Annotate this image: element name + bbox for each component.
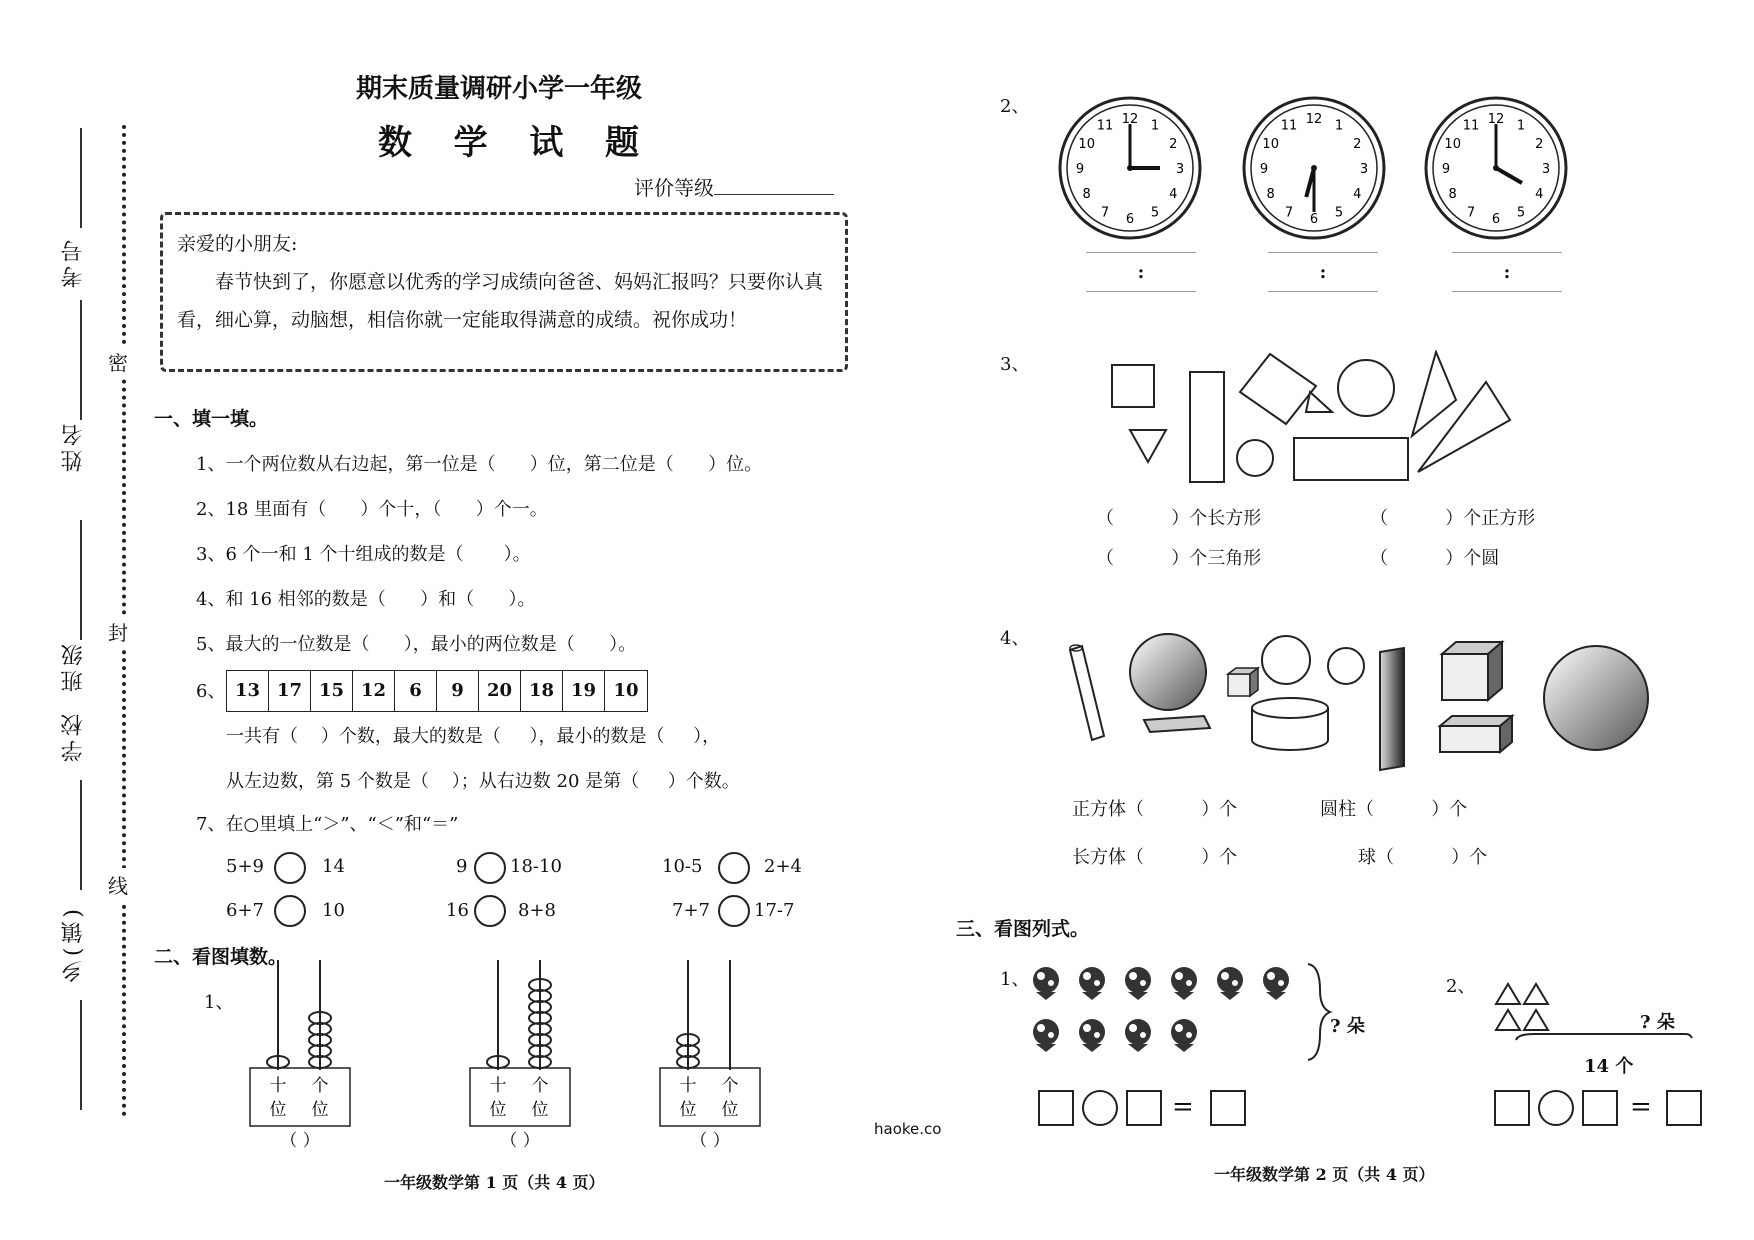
page-1-footer: 一年级数学第 1 页（共 4 页） <box>384 1173 605 1192</box>
clock-face <box>1244 98 1384 238</box>
clock-number: 11 <box>1462 118 1480 134</box>
compare-circle[interactable] <box>474 895 506 927</box>
flower-leaf <box>1128 992 1148 1000</box>
abacus-tens-label: 十 <box>269 1076 287 1096</box>
triangle-shape <box>1418 382 1510 472</box>
seal-char-feng: 封 <box>108 615 128 648</box>
flower-petal-highlight <box>1267 972 1275 980</box>
triangle-shape <box>1412 352 1456 436</box>
clock-number: 2 <box>1535 137 1544 152</box>
section3-q1-label: 1、 <box>1000 969 1030 990</box>
clock-number: 8 <box>1448 187 1457 202</box>
clock-number: 4 <box>1353 187 1362 202</box>
equals-sign: = <box>1172 1092 1194 1122</box>
flower-head <box>1079 967 1105 993</box>
flower-icon <box>1171 1019 1197 1052</box>
sequence-cell: 9 <box>437 671 479 711</box>
clocks-group <box>1052 96 1592 246</box>
clock-number: 5 <box>1334 205 1344 221</box>
question-3-label: 3、 <box>1000 354 1030 375</box>
sphere-solid <box>1262 636 1310 684</box>
seal-char-mi: 密 <box>108 345 128 378</box>
flower-head <box>1171 1019 1197 1045</box>
flower-icon <box>1263 967 1289 1000</box>
clock-number: 10 <box>1444 137 1461 152</box>
flower-leaf <box>1174 1044 1194 1052</box>
question-1-6-line1: 一共有（ ）个数，最大的数是（ ），最小的数是（ ）， <box>226 726 721 747</box>
question-2-1-label: 1、 <box>204 992 234 1013</box>
clock-number: 5 <box>1150 205 1160 221</box>
abacus-tens-label: 十 <box>489 1076 507 1096</box>
flower-petal-highlight <box>1186 1032 1192 1038</box>
compare-left: 6+7 <box>226 900 264 921</box>
exam-no-label: 考号 <box>61 236 86 288</box>
hour-hand <box>1496 168 1522 183</box>
question-1-2: 2、18 里面有（ ）个十，（ ）个一。 <box>196 499 548 520</box>
compare-circle[interactable] <box>274 852 306 884</box>
compare-left: 16 <box>446 900 469 921</box>
sequence-cell: 6 <box>395 671 437 711</box>
clock-number: 7 <box>1100 205 1110 221</box>
sequence-cell: 17 <box>269 671 311 711</box>
clock-number: 9 <box>1441 162 1451 177</box>
flower-head <box>1125 967 1151 993</box>
abacus-answer: （ ） <box>280 1131 320 1150</box>
clock-number: 3 <box>1541 162 1551 177</box>
clock-face <box>1426 98 1566 238</box>
section3-title: 三、看图列式。 <box>956 918 1090 940</box>
flower-petal-highlight <box>1048 1032 1054 1038</box>
equation-box[interactable] <box>1582 1090 1618 1126</box>
flower-petal-highlight <box>1129 1024 1137 1032</box>
clock-number: 1 <box>1334 118 1344 134</box>
flower-head <box>1125 1019 1151 1045</box>
triangle-shape <box>1306 392 1332 412</box>
abacus <box>660 960 760 1150</box>
letter-greeting: 亲爱的小朋友: <box>177 233 298 255</box>
section1-title: 一、填一填。 <box>154 408 269 430</box>
clock-center <box>1311 165 1317 171</box>
rectangle-shape <box>1190 372 1224 482</box>
operator-circle[interactable] <box>1082 1090 1118 1126</box>
brace <box>1308 964 1330 1060</box>
question-1-1: 1、一个两位数从右边起，第一位是（ ）位，第二位是（ ）位。 <box>196 454 763 475</box>
sequence-cell: 12 <box>353 671 395 711</box>
question-1-5: 5、最大的一位数是（ ），最小的两位数是（ ）。 <box>196 634 637 655</box>
margin-rule <box>80 300 82 420</box>
clock-number: 8 <box>1266 187 1275 202</box>
compare-right: 18-10 <box>510 856 562 877</box>
clock-number: 3 <box>1175 162 1185 177</box>
thin-cylinder-solid <box>1070 645 1104 740</box>
flower-petal-highlight <box>1140 1032 1146 1038</box>
circle-shape <box>1338 360 1394 416</box>
cuboid-count: 长方体（ ）个 <box>1072 847 1238 868</box>
flower-icon <box>1171 967 1197 1000</box>
clock-number: 9 <box>1075 162 1085 177</box>
flower-petal-highlight <box>1175 1024 1183 1032</box>
rectangle-shape <box>1294 438 1408 480</box>
equation-box[interactable] <box>1210 1090 1246 1126</box>
abacus <box>250 960 350 1150</box>
abacus-ones-label: 个 <box>311 1076 329 1096</box>
section3-q2-label: 2、 <box>1446 976 1476 997</box>
question-1-6-line2: 从左边数，第 5 个数是（ ）；从右边数 20 是第（ ）个数。 <box>226 771 740 792</box>
flowers-figure <box>1030 960 1350 1070</box>
question-1-3: 3、6 个一和 1 个十组成的数是（ ）。 <box>196 544 531 565</box>
sphere-solid <box>1130 634 1206 710</box>
clock-number: 4 <box>1169 187 1178 202</box>
clock-number: 2 <box>1169 137 1178 152</box>
tall-cuboid-solid <box>1380 648 1404 770</box>
question-1-4: 4、和 16 相邻的数是（ ）和（ ）。 <box>196 589 536 610</box>
time-separator: : <box>1137 262 1145 283</box>
section3-q2-total: 14 个 <box>1584 1056 1634 1077</box>
section3-q2-unknown: ? 朵 <box>1640 1012 1675 1033</box>
operator-circle[interactable] <box>1538 1090 1574 1126</box>
sequence-cell: 19 <box>563 671 605 711</box>
flower-head <box>1171 967 1197 993</box>
triangle-icon <box>1524 984 1548 1004</box>
flower-leaf <box>1082 992 1102 1000</box>
clock-center <box>1493 165 1499 171</box>
flower-petal-highlight <box>1037 1024 1045 1032</box>
flower-icon <box>1033 967 1059 1000</box>
seal-char-xian: 线 <box>108 868 128 901</box>
square-shape <box>1112 365 1154 407</box>
flower-petal-highlight <box>1221 972 1229 980</box>
clock-number: 6 <box>1125 212 1135 227</box>
compare-circle[interactable] <box>274 895 306 927</box>
section3-q1-unknown: ? 朵 <box>1330 1016 1365 1037</box>
flower-leaf <box>1082 1044 1102 1052</box>
question-4-label: 4、 <box>1000 628 1030 649</box>
flower-petal-highlight <box>1175 972 1183 980</box>
greeting-letter <box>160 212 848 372</box>
school-label: 学校 <box>61 710 86 762</box>
watermark: haoke.co <box>874 1120 942 1138</box>
sequence-cell: 15 <box>311 671 353 711</box>
flower-icon <box>1079 1019 1105 1052</box>
triangle-shape <box>1130 430 1166 462</box>
abacus-group <box>240 960 800 1150</box>
abacus <box>470 960 570 1150</box>
equation-box[interactable] <box>1038 1090 1074 1126</box>
time-separator: : <box>1319 262 1327 283</box>
letter-body: 春节快到了，你愿意以优秀的学习成绩向爸爸、妈妈汇报吗？只要你认真看，细心算，动脑想，相信你就一定能取得满意的成绩。祝你成功！ <box>177 271 824 331</box>
abacus-answer: （ ） <box>690 1131 730 1150</box>
cube-solid <box>1442 642 1502 700</box>
clock-number: 10 <box>1262 137 1279 152</box>
cuboid-solid <box>1144 716 1210 732</box>
clock-number: 6 <box>1309 212 1319 227</box>
time-answer-box[interactable] <box>1452 252 1562 292</box>
abacus-base <box>250 1068 350 1126</box>
question-1-7: 7、在○里填上“＞”、“＜”和“＝” <box>196 814 459 835</box>
rectangle-count: （ ）个长方形 <box>1096 508 1262 529</box>
clock-number: 11 <box>1096 118 1114 134</box>
compare-right: 8+8 <box>518 900 556 921</box>
compare-right: 10 <box>322 900 345 921</box>
flower-petal-highlight <box>1037 972 1045 980</box>
clock-number: 6 <box>1491 212 1501 227</box>
flower-head <box>1263 967 1289 993</box>
clock-number: 10 <box>1078 137 1095 152</box>
circle-shape <box>1237 440 1273 476</box>
margin-rule <box>80 780 82 890</box>
square-shape <box>1240 354 1316 424</box>
sphere-solid <box>1544 646 1648 750</box>
compare-right: 14 <box>322 856 345 877</box>
plane-shapes-figure <box>1100 350 1540 490</box>
brace <box>1516 1034 1692 1040</box>
clock-number: 12 <box>1121 112 1139 127</box>
abacus-unit-label: 位 <box>531 1100 549 1120</box>
clock-number: 1 <box>1150 118 1160 134</box>
abacus-answer: （ ） <box>500 1131 540 1150</box>
clock-number: 1 <box>1516 118 1526 134</box>
cylinder-solid <box>1252 698 1328 750</box>
clock-number: 7 <box>1284 205 1294 221</box>
flower-petal-highlight <box>1278 980 1284 986</box>
flower-leaf <box>1266 992 1286 1000</box>
clock-number: 5 <box>1516 205 1526 221</box>
flower-head <box>1079 1019 1105 1045</box>
main-title: 数 学 试 题 <box>378 123 646 163</box>
equation-box[interactable] <box>1126 1090 1162 1126</box>
page-2-footer: 一年级数学第 2 页（共 4 页） <box>1214 1165 1435 1184</box>
small-cube-solid <box>1228 668 1258 696</box>
clock-number: 12 <box>1487 112 1505 127</box>
flower-icon <box>1079 967 1105 1000</box>
clock-number: 4 <box>1535 187 1544 202</box>
flower-leaf <box>1036 992 1056 1000</box>
flower-petal-highlight <box>1232 980 1238 986</box>
compare-left: 10-5 <box>662 856 703 877</box>
header-title: 期末质量调研小学一年级 <box>356 74 643 104</box>
sphere-count: 球（ ）个 <box>1358 847 1488 868</box>
time-separator: : <box>1503 262 1511 283</box>
class-label: 班级 <box>61 640 86 692</box>
sequence-cell: 10 <box>613 680 639 701</box>
flower-icon <box>1125 967 1151 1000</box>
flower-head <box>1217 967 1243 993</box>
triangle-icon <box>1524 1010 1548 1030</box>
abacus-unit-label: 位 <box>679 1100 697 1120</box>
town-label: 乡(镇) <box>61 905 86 983</box>
clock-number: 3 <box>1359 162 1369 177</box>
compare-right: 2+4 <box>764 856 802 877</box>
flower-head <box>1033 1019 1059 1045</box>
clock-number: 7 <box>1466 205 1476 221</box>
solids-figure <box>1060 630 1680 780</box>
clock-number: 9 <box>1259 162 1269 177</box>
triangle-icon <box>1496 1010 1520 1030</box>
sequence-cell: 13 <box>227 671 269 711</box>
abacus-base <box>470 1068 570 1126</box>
compare-right: 17-7 <box>754 900 795 921</box>
sphere-solid <box>1328 648 1364 684</box>
abacus-tens-label: 十 <box>679 1076 697 1096</box>
flower-petal-highlight <box>1140 980 1146 986</box>
name-label: 姓名 <box>61 420 86 472</box>
flower-icon <box>1217 967 1243 1000</box>
grade-blank[interactable] <box>714 194 834 195</box>
abacus-base <box>660 1068 760 1126</box>
compare-circle[interactable] <box>718 852 750 884</box>
flower-petal-highlight <box>1094 980 1100 986</box>
flower-leaf <box>1036 1044 1056 1052</box>
clock-number: 2 <box>1353 137 1362 152</box>
clock-center <box>1127 165 1133 171</box>
flower-icon <box>1125 1019 1151 1052</box>
abacus-ones-label: 个 <box>721 1076 739 1096</box>
sequence-cell: 18 <box>521 671 563 711</box>
clock-number: 12 <box>1305 112 1323 127</box>
equation-box[interactable] <box>1494 1090 1530 1126</box>
flower-leaf <box>1128 1044 1148 1052</box>
equals-sign: = <box>1630 1092 1652 1122</box>
abacus-unit-label: 位 <box>269 1100 287 1120</box>
abacus-unit-label: 位 <box>489 1100 507 1120</box>
section2-title: 二、看图填数。 <box>154 946 288 968</box>
flower-petal-highlight <box>1129 972 1137 980</box>
flower-leaf <box>1220 992 1240 1000</box>
cube-count: 正方体（ ）个 <box>1072 799 1238 820</box>
compare-left: 9 <box>456 856 468 877</box>
flower-petal-highlight <box>1186 980 1192 986</box>
flower-petal-highlight <box>1094 1032 1100 1038</box>
question-1-6-label: 6、 <box>196 681 226 702</box>
compare-left: 5+9 <box>226 856 264 877</box>
compare-circle[interactable] <box>474 852 506 884</box>
flower-petal-highlight <box>1083 1024 1091 1032</box>
flower-icon <box>1033 1019 1059 1052</box>
flower-petal-highlight <box>1083 972 1091 980</box>
square-count: （ ）个正方形 <box>1370 508 1536 529</box>
number-sequence <box>226 670 648 712</box>
grade-field[interactable] <box>634 172 834 201</box>
abacus-unit-label: 位 <box>311 1100 329 1120</box>
cylinder-count: 圆柱（ ）个 <box>1320 799 1468 820</box>
equation-box[interactable] <box>1666 1090 1702 1126</box>
margin-rule <box>80 1000 82 1110</box>
clock-number: 11 <box>1280 118 1298 134</box>
clock-number: 8 <box>1082 187 1091 202</box>
abacus-unit-label: 位 <box>721 1100 739 1120</box>
time-answer-box[interactable] <box>1086 252 1196 292</box>
sequence-cell: 20 <box>479 671 521 711</box>
cuboid-solid <box>1440 716 1512 752</box>
abacus-ones-label: 个 <box>531 1076 549 1096</box>
circle-count: （ ）个圆 <box>1370 548 1500 569</box>
triangle-count: （ ）个三角形 <box>1096 548 1262 569</box>
question-2-label: 2、 <box>1000 96 1030 117</box>
grade-label: 评价等级 <box>634 176 714 200</box>
flower-petal-highlight <box>1048 980 1054 986</box>
flower-leaf <box>1174 992 1194 1000</box>
margin-rule <box>80 128 82 228</box>
clock-face <box>1060 98 1200 238</box>
compare-left: 7+7 <box>672 900 710 921</box>
triangle-icon <box>1496 984 1520 1004</box>
compare-circle[interactable] <box>718 895 750 927</box>
flower-head <box>1033 967 1059 993</box>
margin-rule <box>80 520 82 640</box>
time-answer-box[interactable] <box>1268 252 1378 292</box>
